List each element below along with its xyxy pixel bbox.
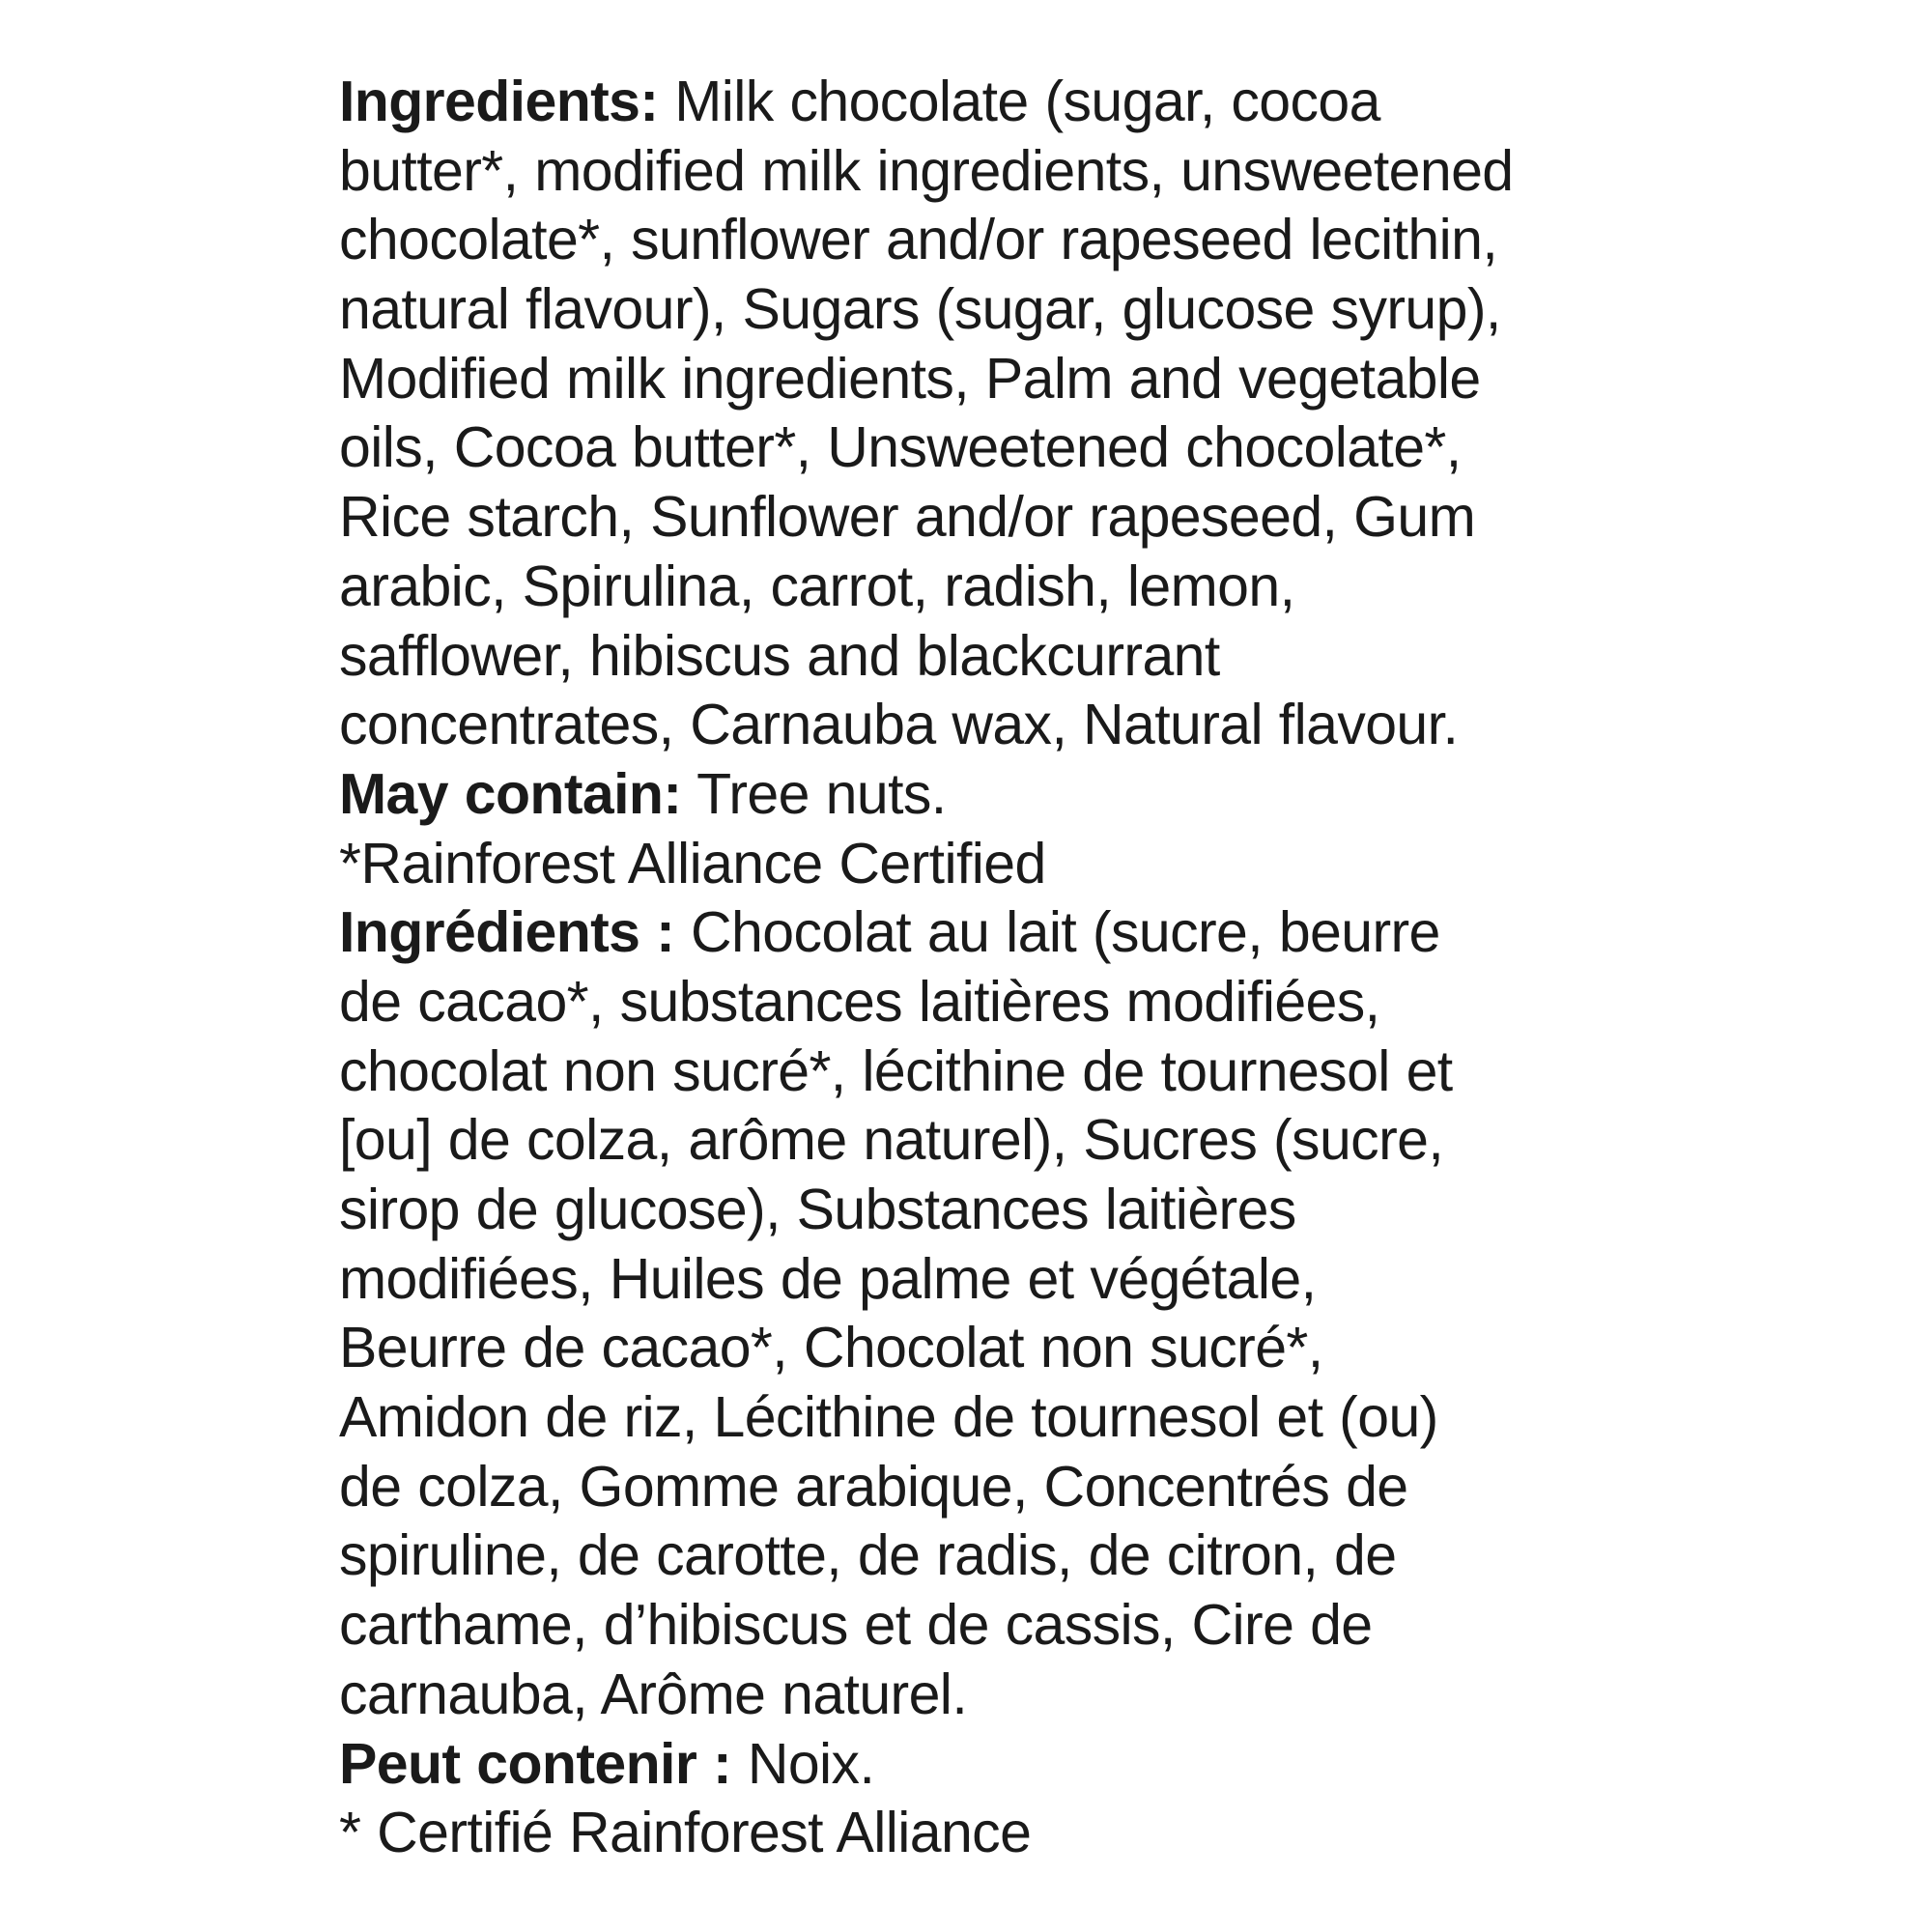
ingredients-line: [339, 898, 1691, 968]
ingredients-line: spiruline, de carotte, de radis, de citron, de: [339, 1523, 1397, 1588]
ingredients-line: arabic, Spirulina, carrot, radish, lemon,: [339, 554, 1295, 618]
ingredients-line: chocolat non sucré*, lécithine de tournesol et: [339, 1038, 1453, 1103]
ingredients-line: butter*, modified milk ingredients, unsweetened: [339, 138, 1514, 203]
ingredients-label: [339, 68, 1691, 1868]
ingredients-line: sirop de glucose), Substances laitières: [339, 1178, 1296, 1241]
ingredients-line: carnauba, Arôme naturel.: [339, 1662, 968, 1726]
ingredients-line: de colza, Gomme arabique, Concentrés de: [339, 1454, 1408, 1519]
ingredients-line: [339, 68, 1691, 137]
ingredients-text: Chocolat au lait (sucre, beurre: [674, 900, 1440, 965]
ingredients-line: safflower, hibiscus and blackcurrant: [339, 623, 1220, 688]
ingredients-line: chocolate*, sunflower and/or rapeseed lecithin,: [339, 208, 1498, 272]
ingredients-heading-fr: Ingrédients :: [339, 900, 675, 965]
ingredients-line: concentrates, Carnauba wax, Natural flavour.: [339, 693, 1459, 757]
certification-note-en: *Rainforest Alliance Certified: [339, 831, 1046, 895]
ingredients-line: Modified milk ingredients, Palm and vegetable: [339, 346, 1481, 411]
ingredients-text: Milk chocolate (sugar, cocoa: [658, 70, 1380, 133]
ingredients-line: Amidon de riz, Lécithine de tournesol et (ou): [339, 1385, 1438, 1450]
allergen-warning-fr: [339, 1730, 1691, 1800]
ingredients-line: de cacao*, substances laitières modifiées,: [339, 969, 1380, 1034]
ingredients-line: carthame, d’hibiscus et de cassis, Cire de: [339, 1593, 1373, 1658]
ingredients-heading-en: Ingredients:: [339, 70, 659, 133]
certification-note-fr: * Certifié Rainforest Alliance: [339, 1801, 1032, 1865]
english-ingredients-section: [339, 68, 1691, 898]
may-contain-heading-en: May contain:: [339, 761, 682, 826]
ingredients-line: oils, Cocoa butter*, Unsweetened chocolate*,: [339, 415, 1462, 480]
may-contain-heading-fr: Peut contenir :: [339, 1731, 732, 1796]
may-contain-text-en: Tree nuts.: [681, 761, 947, 826]
ingredients-line: Rice starch, Sunflower and/or rapeseed, Gum: [339, 485, 1476, 550]
ingredients-line: [ou] de colza, arôme naturel), Sucres (sucre,: [339, 1108, 1444, 1173]
may-contain-text-fr: Noix.: [731, 1731, 875, 1796]
ingredients-line: Beurre de cacao*, Chocolat non sucré*,: [339, 1316, 1323, 1380]
allergen-warning-en: [339, 760, 1691, 830]
french-ingredients-section: [339, 898, 1691, 1868]
ingredients-line: natural flavour), Sugars (sugar, glucose syrup),: [339, 277, 1501, 342]
ingredients-line: modifiées, Huiles de palme et végétale,: [339, 1246, 1317, 1311]
